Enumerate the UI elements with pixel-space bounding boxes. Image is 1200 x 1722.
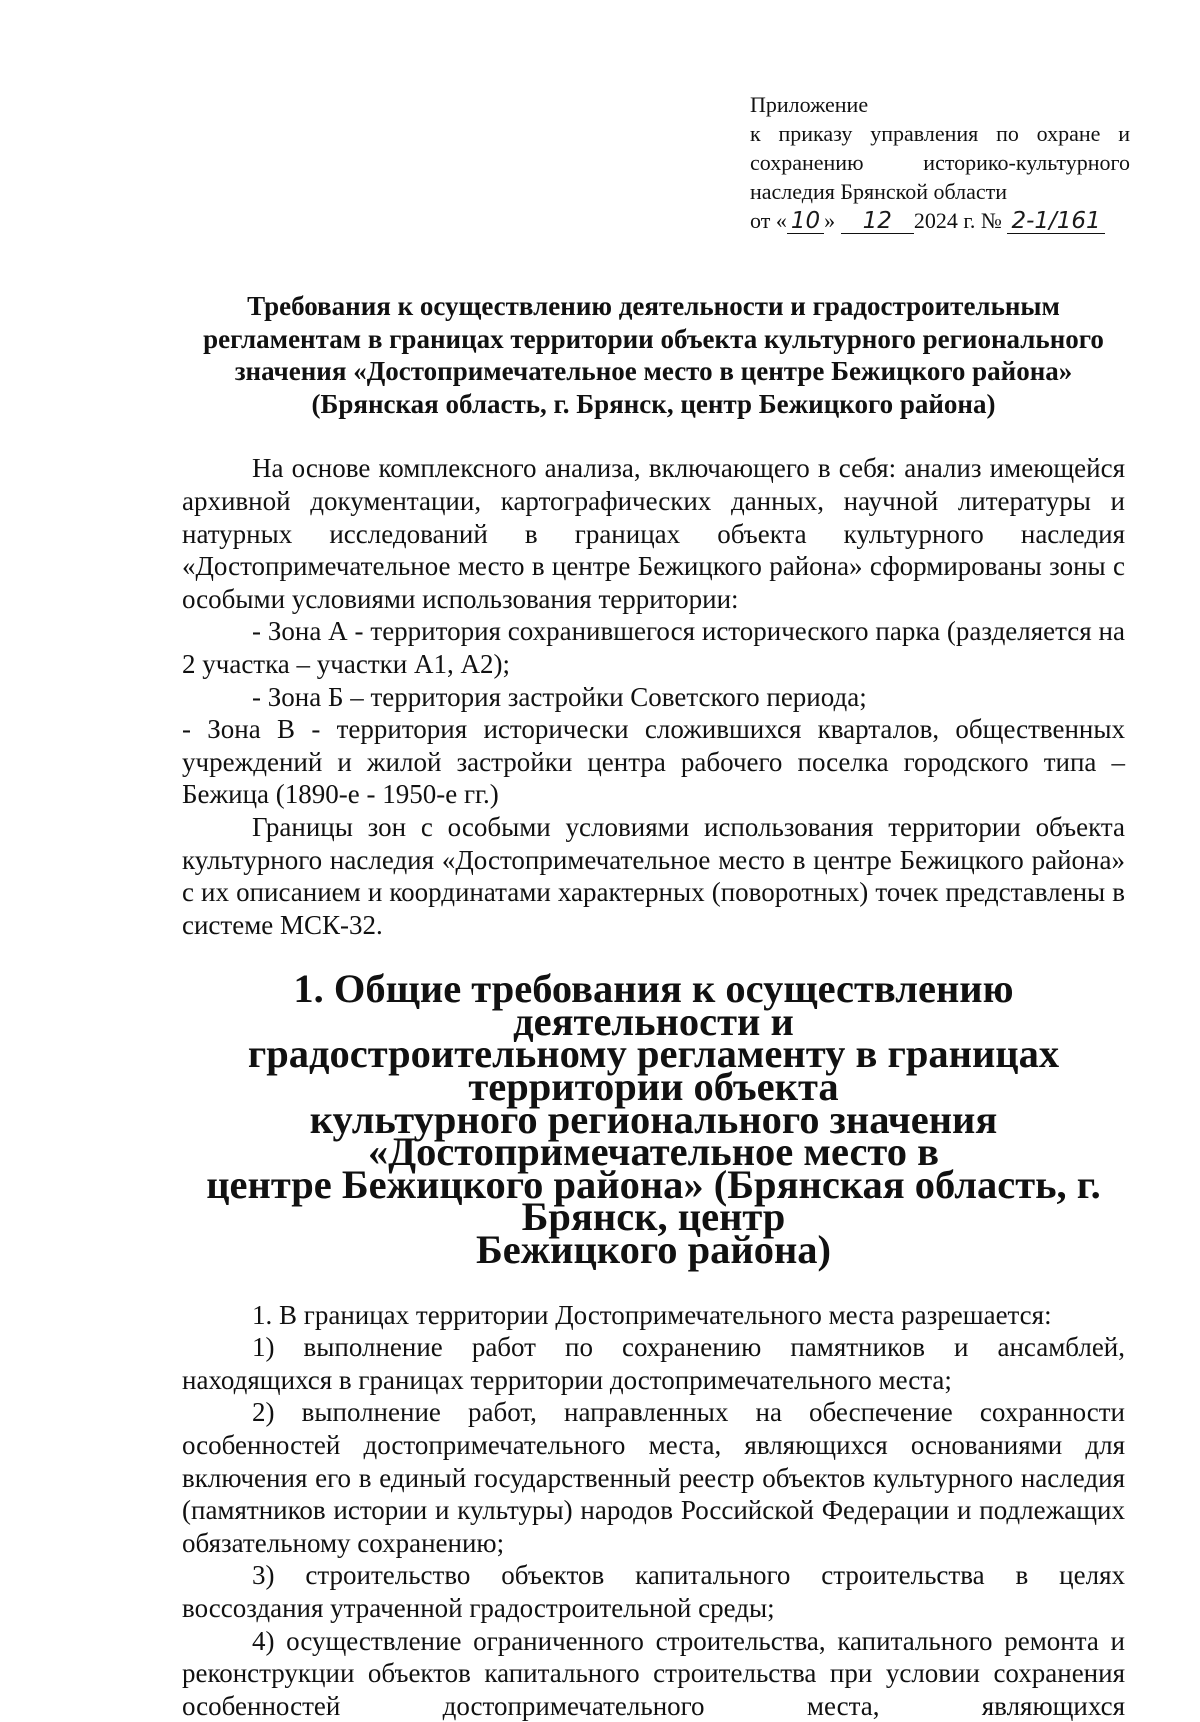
zones-boundaries-paragraph: Границы зон с особыми условиями использования территории объекта культурного наследия «Достопримечательное место в центре Бежицкого района» с их описанием и координатами характерных (поворотных) точек представлены в системе МСК-32. [182,811,1125,940]
intro-paragraph: На основе комплексного анализа, включающего в себя: анализ имеющейся архивной документации, картографических данных, научной литературы и натурных исследований в границах объекта культурного наследия «Достопримечательное место в центре Бежицкого района» сформированы зоны с особыми условиями использования территории: [182,453,1125,614]
section-1-title-line-2: градостроительному регламенту в границах территории объекта [247,1031,1060,1110]
handwritten-month: 12 [841,209,914,234]
section-1-title [182,966,1125,1273]
appendix-date-line [750,206,1130,235]
section-1-subitem-4: 4) осуществление ограниченного строительства, капитального ремонта и реконструкции объектов капитального строительства при условии сохранения особенностей достопримечательного места, являющихся [182,1625,1125,1721]
title-line-1: Требования к осуществлению деятельности и градостроительным [247,291,1060,321]
zone-a-item: - Зона А - территория сохранившегося исторического парка (разделяется на 2 участка – участки А1, А2); [182,616,1125,679]
appendix-heading: Приложение [750,92,869,117]
date-mid: » [824,208,836,233]
appendix-department-line: сохранению историко-культурного [750,150,1130,175]
section-1-subitem-1: 1) выполнение работ по сохранению памятников и ансамблей, находящихся в границах территории достопримечательного места; [182,1332,1125,1395]
title-line-4: (Брянская область, г. Брянск, центр Бежицкого района) [311,388,996,419]
zone-v-item: - Зона В - территория исторически сложившихся кварталов, общественных учреждений и жилой застройки центра рабочего поселка городского типа – Бежица (1890-е - 1950-е гг.) [182,714,1125,810]
section-1-title-line-4: центре Бежицкого района» (Брянская область, г. Брянск, центр [206,1161,1101,1240]
section-1-title-line-5: Бежицкого района) [475,1227,832,1273]
handwritten-day: 10 [787,209,824,234]
handwritten-order-number: 2-1/161 [1007,209,1104,234]
section-1-subitem-3: 3) строительство объектов капитального строительства в целях воссоздания утраченной градостроительной среды; [182,1560,1125,1623]
date-year: 2024 г. № [913,208,1002,233]
appendix-region-line: наследия Брянской области [750,179,1008,204]
title-line-2: регламентам в границах территории объекта культурного регионального [203,323,1104,354]
title-line-3: значения «Достопримечательное место в центре Бежицкого района» [234,356,1073,387]
document-title [182,290,1125,420]
date-prefix: от « [750,208,787,233]
document-body [182,290,1125,1722]
section-1-title-line-3: культурного регионального значения «Достопримечательное место в [309,1096,998,1175]
section-1-item-1: 1. В границах территории Достопримечательного места разрешается: [252,1299,1052,1330]
appendix-block [750,90,1130,235]
section-1-title-line-1: 1. Общие требования к осуществлению деятельности и [293,966,1014,1044]
appendix-order-line: к приказу управления по охране и [750,121,1130,146]
section-1-subitem-2: 2) выполнение работ, направленных на обеспечение сохранности особенностей достопримечательного места, являющихся основаниями для включения его в единый государственный реестр объектов культурного наследия (памятников истории и культуры) народов Российской Федерации и подлежащих обязательному сохранению; [182,1397,1125,1558]
zone-b-item: - Зона Б – территория застройки Советского периода; [252,681,867,712]
